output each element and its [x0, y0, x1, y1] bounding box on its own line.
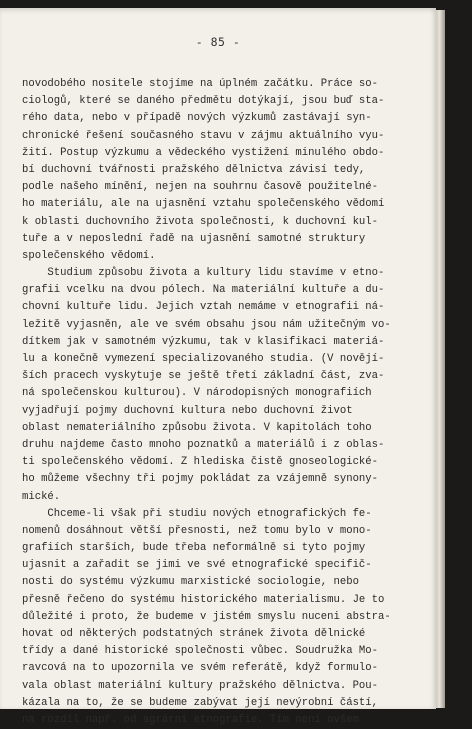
text-line: přesně řečeno do systému historického materialismu. Je to — [22, 593, 385, 606]
text-line: lu a konečně vymezení specializovaného studia. (V novějí- — [22, 353, 385, 365]
text-line: grafii vcelku na dvou pólech. Na materiální kultuře a du- — [22, 284, 385, 297]
page-number: - 85 - — [195, 35, 241, 49]
text-line: ti společenského vědomí. Z hlediska čistě gnoseologické- — [22, 456, 379, 469]
text-line: dítkem jak v samotném výzkumu, tak v klasifikaci materiá- — [22, 335, 385, 348]
text-line: ravcová na to upozornila ve svém referátě, když formulo- — [22, 662, 379, 675]
text-line: ho můžeme všechny tři pojmy pokládat za vzájemně synony- — [22, 473, 379, 486]
text-line: Chceme-li však při studiu nových etnografických fe- — [22, 507, 372, 520]
text-line: podle našeho mínění, nejen na souhrnu časově použitelné- — [22, 181, 379, 194]
text-line: vyjadřují pojmy duchovní kultura nebo duchovní život — [22, 404, 353, 417]
text-line: nomenů dosáhnout větší přesnosti, než tomu bylo v mono- — [22, 524, 372, 537]
text-line: na rozdíl např. od agrární etnografie. Tím není ovšem — [22, 713, 359, 726]
body-text — [22, 76, 426, 729]
text-line: k oblasti duchovního života společnosti, k duchovní kul- — [22, 215, 379, 228]
text-line: tuře a v neposlední řadě na ujasnění samotné struktury — [22, 232, 366, 245]
paragraph — [22, 506, 426, 729]
text-line: mické. — [22, 490, 61, 503]
text-line: ších pracech vyskytuje se ještě třetí základní část, zva- — [22, 370, 385, 383]
text-line: oblast nemateriálního způsobu života. V kapitolách toho — [22, 421, 372, 434]
text-line: kázala na to, že se budeme zabývat její nevýrobní částí, — [22, 696, 379, 709]
text-line: Studium způsobu života a kultury lidu stavíme v etno- — [22, 267, 385, 280]
text-line: rého data, nebo v případě nových výzkumů zastávají syn- — [22, 112, 372, 125]
text-line: chronické řešení současného stavu v zájmu aktuálního vyu- — [22, 129, 385, 142]
text-line: ná společenskou kulturou). V národopisných monografiích — [22, 387, 372, 400]
text-line: nosti do systému výzkumu marxistické sociologie, nebo — [22, 576, 359, 589]
page-edge-shadow — [436, 10, 445, 708]
text-line: ležitě vyjasněn, ale ve svém obsahu jsou nám užitečným vo- — [22, 318, 391, 331]
text-line: ciologů, které se daného předmětu dotýkají, jsou buď sta- — [22, 95, 385, 108]
text-line: druhu najdeme často mnoho poznatků a materiálů i z oblas- — [22, 438, 385, 451]
text-line: třídy a dané historické společnosti vůbec. Soudružka Mo- — [22, 645, 379, 658]
text-line: novodobého nositele stojíme na úplném začátku. Práce so- — [22, 78, 379, 90]
text-line: grafiích starších, bude třeba neformálně si tyto pojmy — [22, 542, 366, 555]
text-line: vala oblast materiální kultury pražského dělnictva. Pou- — [22, 679, 379, 692]
text-line: ho materiálu, ale na ujasnění vztahu společenského vědomí — [22, 198, 385, 211]
text-line: ujasnit a zařadit se jimi ve své etnografické specifič- — [22, 559, 372, 572]
paragraph — [22, 265, 426, 506]
paragraph — [22, 76, 426, 265]
text-line: bí duchovní tvářnosti pražského dělnictva závisí tedy, — [22, 163, 366, 176]
text-line: hovat od některých podstatných stránek života dělnické — [22, 628, 366, 640]
text-line: žití. Postup výzkumu a vědeckého vystižení minulého obdo- — [22, 146, 385, 159]
text-line: důležité i proto, že budeme v jistém smyslu nuceni abstra- — [22, 610, 391, 623]
text-line: chovní kultuře lidu. Jejich vztah nemáme v etnografii ná- — [22, 301, 385, 314]
text-line: společenského vědomí. — [22, 249, 156, 262]
document-page — [0, 8, 436, 726]
